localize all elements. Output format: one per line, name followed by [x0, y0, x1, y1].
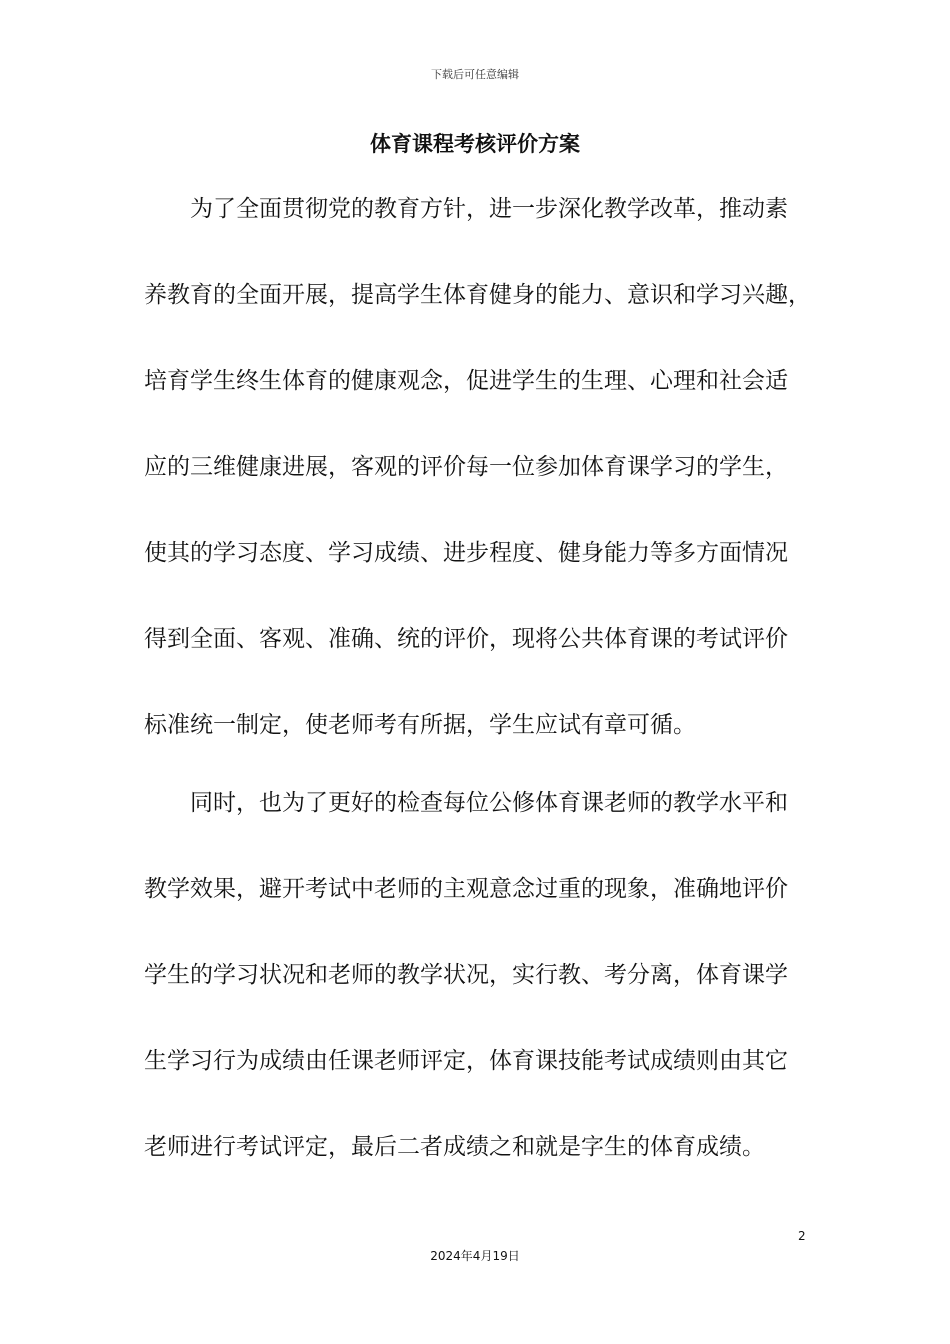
text-line: 养教育的全面开展，提高学生体育健身的能力、意识和学习兴趣， [144, 282, 811, 308]
text-line: 培育学生终生体育的健康观念，促进学生的生理、心理和社会适 [144, 368, 788, 394]
text-line: 老师进行考试评定，最后二者成绩之和就是字生的体育成绩。 [144, 1134, 765, 1160]
page-number: 2 [798, 1229, 806, 1243]
text-line: 应的三维健康进展，客观的评价每一位参加体育课学习的学生， [144, 454, 788, 480]
text-line: 生学习行为成绩由任课老师评定，体育课技能考试成绩则由其它 [144, 1048, 788, 1074]
text-line: 同时，也为了更好的检查每位公修体育课老师的教学水平和 [190, 790, 788, 816]
text-line: 学生的学习状况和老师的教学状况，实行教、考分离，体育课学 [144, 962, 788, 988]
text-line: 得到全面、客观、准确、统的评价，现将公共体育课的考试评价 [144, 626, 788, 652]
text-line: 教学效果，避开考试中老师的主观意念过重的现象，准确地评价 [144, 876, 788, 902]
text-line: 使其的学习态度、学习成绩、进步程度、健身能力等多方面情况 [144, 540, 788, 566]
footer-date: 2024年4月19日 [430, 1249, 520, 1263]
text-line: 为了全面贯彻党的教育方针，进一步深化教学改革，推动素 [190, 196, 788, 222]
document-title: 体育课程考核评价方案 [370, 132, 580, 156]
header-note: 下载后可任意编辑 [431, 68, 519, 81]
text-line: 标准统一制定，使老师考有所据，学生应试有章可循。 [144, 712, 696, 738]
